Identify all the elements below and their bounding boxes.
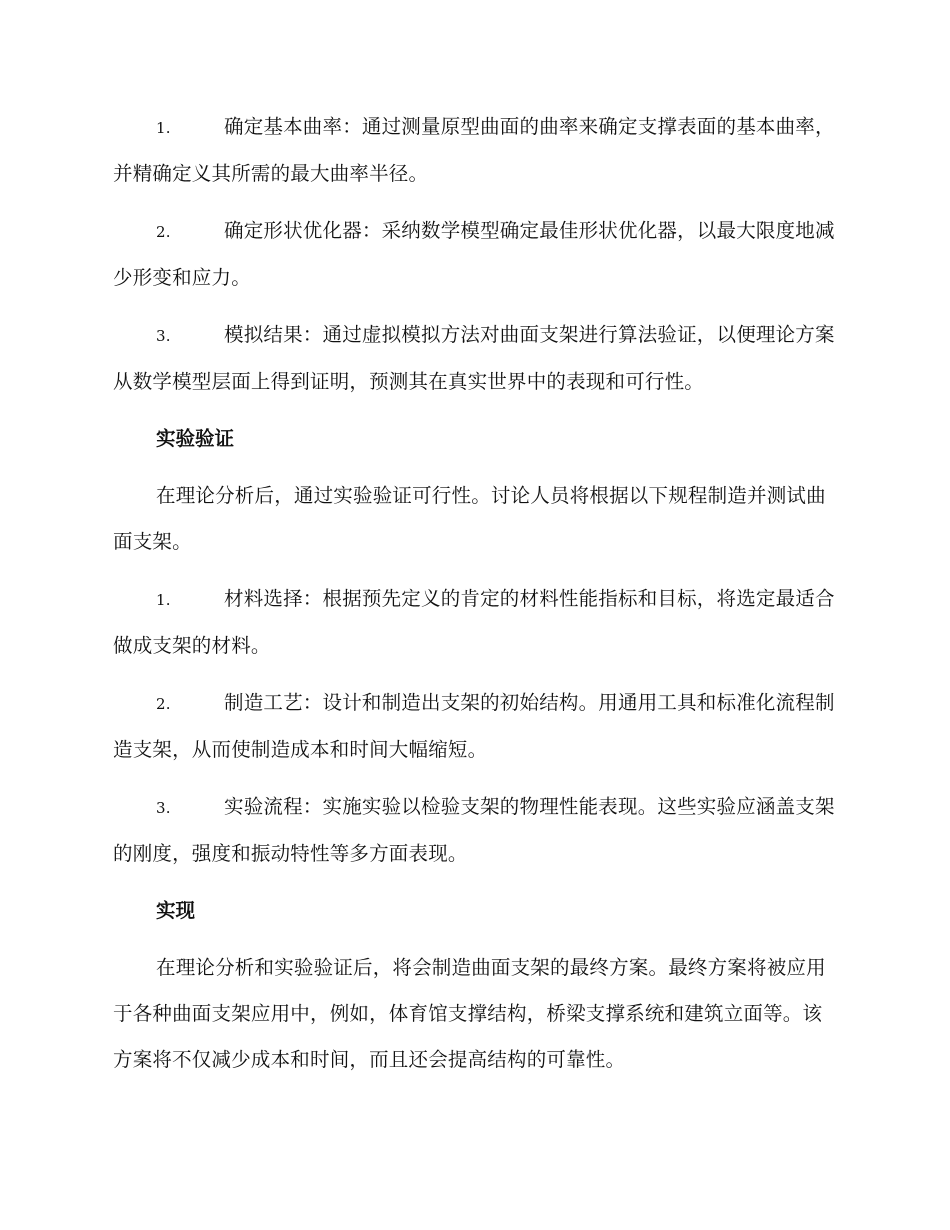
section-heading-experiment: 实验验证 [156,427,235,450]
list-item [113,784,837,877]
list-item [113,104,837,197]
implementation-paragraph: 在理论分析和实验验证后，将会制造曲面支架的最终方案。最终方案将被应用于各种曲面支架应用中，例如，体育馆支撑结构，桥梁支撑系统和建筑立面等。该方案将不仅减少成本和时间，而且还会提高结构的可靠性。 [113,956,826,1071]
list-number: 2. [156,695,171,713]
list-item [113,208,837,301]
list-text: 确定基本曲率：通过测量原型曲面的曲率来确定支撑表面的基本曲率，并精确定义其所需的最大曲率半径。 [113,115,835,185]
list-number: 1. [156,119,171,137]
list-number: 2. [156,223,171,241]
list-item [113,680,837,773]
list-text: 模拟结果：通过虚拟模拟方法对曲面支架进行算法验证，以便理论方案从数学模型层面上得到证明，预测其在真实世界中的表现和可行性。 [113,323,835,393]
list-number: 1. [156,591,171,609]
list-text: 确定形状优化器：采纳数学模型确定最佳形状优化器，以最大限度地减少形变和应力。 [113,219,835,289]
document-page [113,104,837,1094]
section-intro-paragraph: 在理论分析后，通过实验验证可行性。讨论人员将根据以下规程制造并测试曲面支架。 [113,484,826,553]
list-number: 3. [156,799,171,817]
section-heading-implementation: 实现 [156,899,196,922]
list-text: 制造工艺：设计和制造出支架的初始结构。用通用工具和标准化流程制造支架，从而使制造成本和时间大幅缩短。 [113,691,835,761]
list-number: 3. [156,327,171,345]
list-item [113,312,837,405]
list-text: 材料选择：根据预先定义的肯定的材料性能指标和目标，将选定最适合做成支架的材料。 [113,587,835,657]
list-text: 实验流程：实施实验以检验支架的物理性能表现。这些实验应涵盖支架的刚度，强度和振动特性等多方面表现。 [113,795,835,865]
list-item [113,576,837,669]
